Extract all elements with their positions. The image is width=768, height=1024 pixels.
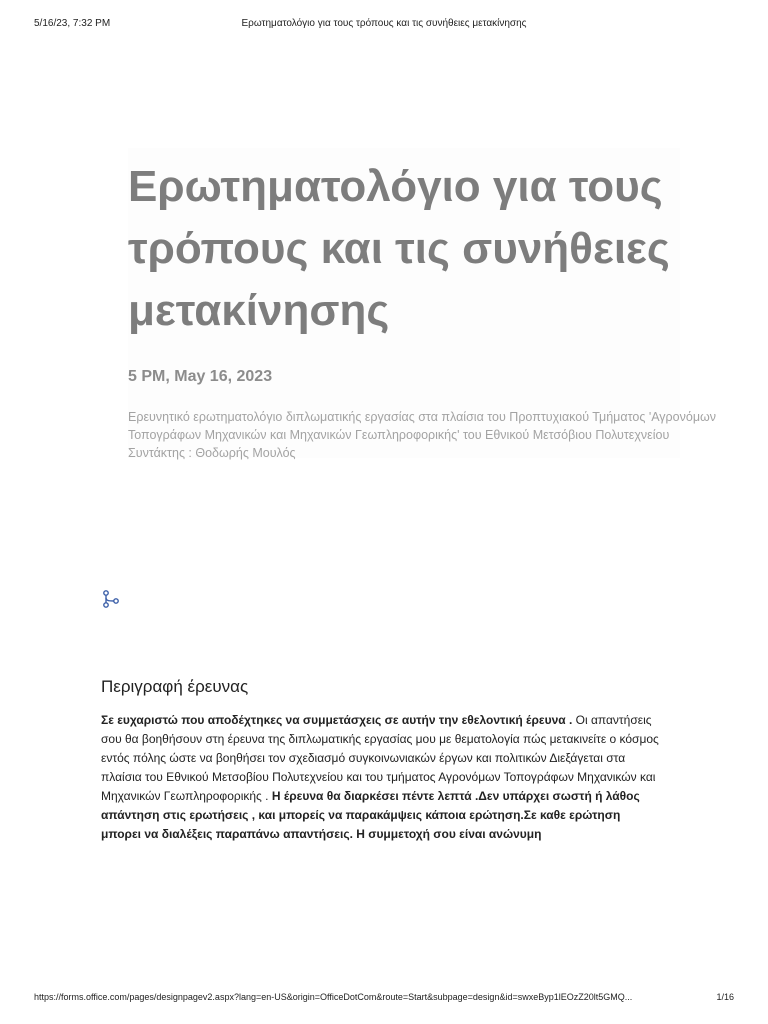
section-intro-bold: Σε ευχαριστώ που αποδέχτηκες να συμμετάσχεις σε αυτήν την εθελοντική έρευνα .	[101, 713, 573, 727]
print-page-title: Ερωτηματολόγιο για τους τρόπους και τις συνήθειες μετακίνησης	[241, 18, 527, 29]
section-duration-bold: Η έρευνα θα διαρκέσει πέντε λεπτά .Δεν υπάρχει σωστή ή λάθος απάντηση στις ερωτήσεις , και μπορείς να παρακάμψεις κάποια ερώτηση.Σε καθε ερώτηση μπορει να διαλέξεις παραπάνω απαντήσεις. Η συμμετοχή σου είναι ανώνυμη	[101, 789, 640, 841]
section-title: Περιγραφή έρευνας	[101, 677, 249, 696]
section-body-text: Οι απαντήσεις σου θα βοηθήσουν στη έρευνα της διπλωματικής εργασίας μου με θεματολογία πώς μετακινείτε ο κόσμος εντός πόλης ώστε να βοηθήσει τον σχεδιασμό συγκοινωνιακών έργων και πολιτικών Διεξάγεται στα πλαίσια του Εθνικού Μετσοβίου Πολυτεχνείου και του τμήματος Αγρονόμων Τοπογράφων Μηχανικών και Μηχανικών Γεωπληροφορικής .	[101, 713, 659, 803]
print-datetime: 5/16/23, 7:32 PM	[34, 18, 111, 29]
form-date: 5 PM, May 16, 2023	[128, 368, 273, 385]
print-header	[34, 18, 734, 32]
section-description	[101, 711, 661, 844]
branch-icon[interactable]	[101, 589, 121, 609]
form-header	[128, 148, 717, 460]
form-title: Ερωτηματολόγιο για τους τρόπους και τις συνήθειες μετακίνησης	[128, 162, 670, 335]
print-page-number: 1/16	[716, 992, 734, 1002]
print-footer	[34, 992, 734, 1006]
print-url: https://forms.office.com/pages/designpagev2.aspx?lang=en-US&origin=OfficeDotCom&route=Start&subpage=design&id=swxeByp1lEOzZ20lt5GMQ...	[34, 992, 633, 1002]
form-description: Ερευνητικό ερωτηματολόγιο διπλωματικής εργασίας στα πλαίσια του Προπτυχιακού Τμήματος 'Αγρονόμων Τοπογράφων Μηχανικών και Μηχανικών Γεωπληροφορικής' του Εθνικού Μετσόβιου Πολυτεχνείου Συντάκτης : Θοδωρής Μουλός	[128, 410, 717, 460]
